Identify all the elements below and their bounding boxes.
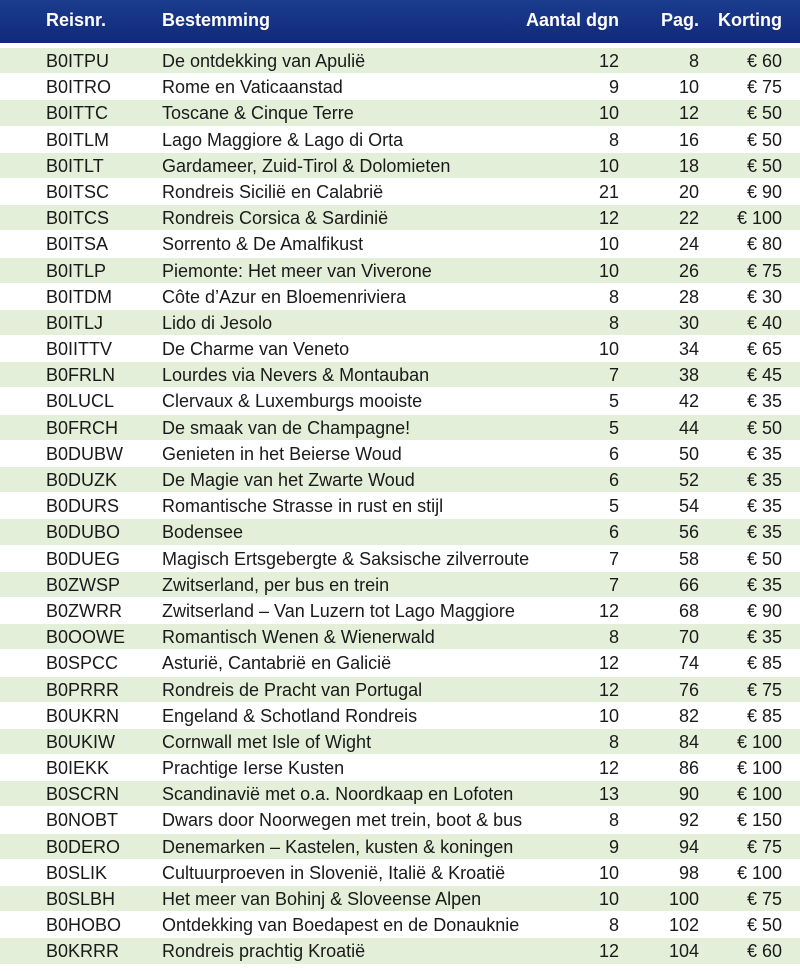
cell-destination: Toscane & Cinque Terre	[162, 103, 354, 124]
cell-discount: € 40	[746, 312, 782, 333]
cell-discount: € 60	[746, 51, 782, 71]
table-row	[0, 100, 800, 126]
table-row	[0, 938, 800, 964]
table-row	[0, 310, 800, 336]
cell-discount: € 75	[746, 679, 782, 700]
cell-discount: € 35	[746, 574, 782, 595]
cell-days: 9	[608, 77, 619, 98]
cell-destination: Sorrento & De Amalfikust	[162, 234, 364, 255]
cell-discount: € 100	[736, 208, 782, 229]
cell-destination: Engeland & Schotland Rondreis	[162, 705, 418, 726]
cell-page: 30	[678, 312, 699, 333]
table-row	[0, 74, 800, 100]
cell-destination: Zwitserland, per bus en trein	[162, 574, 390, 595]
table-row	[0, 153, 800, 179]
cell-destination: Rondreis Corsica & Sardinië	[162, 208, 389, 229]
cell-discount: € 45	[746, 365, 782, 386]
cell-discount: € 100	[736, 758, 782, 779]
cell-destination: Ontdekking van Boedapest en de Donauknie	[162, 915, 520, 936]
table-row	[0, 493, 800, 519]
cell-destination: Scandinavië met o.a. Noordkaap en Lofoten	[162, 784, 514, 805]
table-row	[0, 598, 800, 624]
table-row	[0, 677, 800, 703]
cell-page: 90	[678, 784, 699, 805]
cell-code: B0SCRN	[46, 784, 120, 805]
cell-discount: € 50	[746, 129, 782, 150]
cell-page: 34	[678, 339, 699, 360]
cell-code: B0ITSA	[46, 234, 109, 255]
cell-discount: € 100	[736, 862, 782, 883]
cell-discount: € 35	[746, 443, 782, 464]
cell-discount: € 85	[746, 705, 782, 726]
table-row	[0, 519, 800, 545]
cell-days: 10	[598, 862, 619, 883]
table-row	[0, 415, 800, 441]
header-code: Reisnr.	[46, 10, 107, 30]
table-row	[0, 231, 800, 257]
cell-discount: € 60	[746, 941, 782, 962]
table-row	[0, 179, 800, 205]
cell-code: B0ZWSP	[46, 574, 121, 595]
cell-code: B0SLIK	[46, 862, 108, 883]
cell-code: B0HOBO	[46, 915, 122, 936]
cell-code: B0ITRO	[46, 77, 112, 98]
cell-destination: De Magie van het Zwarte Woud	[162, 470, 415, 490]
cell-page: 50	[678, 443, 699, 464]
cell-destination: Cultuurproeven in Slovenië, Italië & Kroatië	[162, 862, 506, 883]
cell-page: 56	[678, 522, 699, 543]
table-row	[0, 205, 800, 231]
cell-page: 58	[678, 548, 699, 569]
cell-code: B0FRCH	[46, 417, 119, 438]
cell-destination: De smaak van de Champagne!	[162, 417, 411, 438]
cell-destination: De ontdekking van Apulië	[162, 51, 366, 71]
table-row	[0, 624, 800, 650]
cell-destination: Lourdes via Nevers & Montauban	[162, 365, 430, 386]
cell-days: 12	[598, 208, 619, 229]
cell-days: 9	[608, 836, 619, 857]
cell-destination: Magisch Ertsgebergte & Saksische zilverroute	[162, 548, 530, 569]
cell-page: 26	[678, 260, 699, 281]
cell-destination: Asturië, Cantabrië en Galicië	[162, 653, 392, 674]
table-row	[0, 807, 800, 833]
cell-page: 54	[678, 496, 699, 517]
cell-page: 20	[678, 181, 699, 202]
cell-destination: Rondreis prachtig Kroatië	[162, 941, 366, 962]
table-row	[0, 284, 800, 310]
cell-days: 10	[598, 260, 619, 281]
cell-days: 12	[598, 679, 619, 700]
cell-code: B0DUBO	[46, 522, 121, 543]
cell-discount: € 90	[746, 181, 782, 202]
cell-page: 52	[678, 470, 699, 490]
cell-days: 7	[608, 574, 619, 595]
cell-discount: € 100	[736, 731, 782, 752]
cell-code: B0DUBW	[46, 443, 124, 464]
cell-discount: € 100	[736, 784, 782, 805]
cell-days: 8	[608, 286, 619, 307]
table-header	[0, 0, 800, 43]
cell-discount: € 35	[746, 391, 782, 412]
table-row	[0, 755, 800, 781]
cell-discount: € 75	[746, 889, 782, 909]
table-row	[0, 886, 800, 912]
table-row	[0, 781, 800, 807]
cell-page: 44	[678, 417, 699, 438]
cell-days: 10	[598, 339, 619, 360]
cell-days: 12	[598, 653, 619, 674]
cell-code: B0ITDM	[46, 286, 113, 307]
cell-code: B0ITSC	[46, 181, 110, 202]
cell-destination: Lago Maggiore & Lago di Orta	[162, 129, 404, 150]
cell-page: 74	[678, 653, 699, 674]
cell-code: B0SPCC	[46, 653, 119, 674]
table-row	[0, 650, 800, 676]
cell-code: B0ITLP	[46, 260, 107, 281]
table-row	[0, 48, 800, 74]
cell-code: B0NOBT	[46, 810, 119, 831]
cell-days: 5	[608, 391, 619, 412]
cell-page: 82	[678, 705, 699, 726]
cell-page: 42	[678, 391, 699, 412]
cell-days: 10	[598, 889, 619, 909]
cell-days: 7	[608, 548, 619, 569]
cell-code: B0DUZK	[46, 470, 118, 490]
cell-destination: Rome en Vaticaanstad	[162, 77, 343, 98]
cell-page: 76	[678, 679, 699, 700]
cell-code: B0LUCL	[46, 391, 115, 412]
table-row	[0, 834, 800, 860]
cell-destination: Genieten in het Beierse Woud	[162, 443, 402, 464]
header-page: Pag.	[660, 10, 699, 30]
cell-code: B0ZWRR	[46, 600, 122, 621]
cell-page: 68	[678, 600, 699, 621]
cell-discount: € 30	[746, 286, 782, 307]
cell-page: 10	[678, 77, 699, 98]
cell-code: B0ITCS	[46, 208, 110, 229]
cell-page: 24	[678, 234, 699, 255]
cell-page: 22	[678, 208, 699, 229]
cell-page: 102	[668, 915, 699, 936]
cell-days: 5	[608, 417, 619, 438]
cell-code: B0OOWE	[46, 627, 126, 648]
table-row	[0, 912, 800, 938]
cell-destination: Romantisch Wenen & Wienerwald	[162, 627, 435, 648]
cell-days: 8	[608, 129, 619, 150]
cell-page: 18	[678, 155, 699, 176]
cell-days: 5	[608, 496, 619, 517]
cell-page: 16	[678, 129, 699, 150]
cell-code: B0DUEG	[46, 548, 121, 569]
cell-discount: € 35	[746, 470, 782, 490]
cell-days: 6	[608, 470, 619, 490]
cell-discount: € 90	[746, 600, 782, 621]
cell-destination: Rondreis Sicilië en Calabrië	[162, 181, 384, 202]
cell-discount: € 35	[746, 496, 782, 517]
cell-destination: Romantische Strasse in rust en stijl	[162, 496, 444, 517]
cell-destination: Bodensee	[162, 522, 244, 543]
cell-destination: De Charme van Veneto	[162, 339, 350, 360]
table-row	[0, 441, 800, 467]
cell-days: 8	[608, 627, 619, 648]
header-discount: Korting	[718, 10, 782, 30]
cell-destination: Gardameer, Zuid-Tirol & Dolomieten	[162, 155, 451, 176]
cell-discount: € 50	[746, 548, 782, 569]
cell-page: 104	[668, 941, 699, 962]
cell-page: 66	[678, 574, 699, 595]
cell-code: B0PRRR	[46, 679, 120, 700]
cell-code: B0KRRR	[46, 941, 120, 962]
cell-days: 10	[598, 155, 619, 176]
cell-discount: € 35	[746, 522, 782, 543]
cell-destination: Dwars door Noorwegen met trein, boot & bus	[162, 810, 523, 831]
cell-days: 7	[608, 365, 619, 386]
cell-page: 28	[678, 286, 699, 307]
cell-days: 8	[608, 312, 619, 333]
table-row	[0, 362, 800, 388]
table-row	[0, 336, 800, 362]
cell-days: 10	[598, 103, 619, 124]
cell-days: 8	[608, 810, 619, 831]
table-row	[0, 546, 800, 572]
table-row	[0, 572, 800, 598]
cell-page: 84	[678, 731, 699, 752]
table-row	[0, 388, 800, 414]
cell-page: 92	[678, 810, 699, 831]
cell-discount: € 50	[746, 155, 782, 176]
table-row	[0, 703, 800, 729]
table-body	[0, 48, 800, 965]
cell-destination: Prachtige Ierse Kusten	[162, 758, 345, 779]
cell-destination: Cornwall met Isle of Wight	[162, 731, 372, 752]
cell-discount: € 50	[746, 103, 782, 124]
cell-days: 8	[608, 731, 619, 752]
cell-destination: Lido di Jesolo	[162, 312, 273, 333]
cell-destination: Het meer van Bohinj & Sloveense Alpen	[162, 889, 482, 909]
cell-code: B0ITLM	[46, 129, 110, 150]
cell-destination: Clervaux & Luxemburgs mooiste	[162, 391, 423, 412]
cell-code: B0SLBH	[46, 889, 116, 909]
cell-destination: Rondreis de Pracht van Portugal	[162, 679, 423, 700]
cell-page: 12	[678, 103, 699, 124]
cell-code: B0FRLN	[46, 365, 116, 386]
cell-discount: € 75	[746, 77, 782, 98]
cell-days: 10	[598, 705, 619, 726]
table-row	[0, 127, 800, 153]
cell-days: 12	[598, 51, 619, 71]
cell-page: 86	[678, 758, 699, 779]
cell-days: 13	[598, 784, 619, 805]
cell-code: B0ITLT	[46, 155, 104, 176]
cell-destination: Zwitserland – Van Luzern tot Lago Maggiore	[162, 600, 515, 621]
cell-code: B0DERO	[46, 836, 121, 857]
cell-code: B0ITPU	[46, 51, 110, 71]
cell-page: 70	[678, 627, 699, 648]
cell-code: B0ITLJ	[46, 312, 104, 333]
cell-page: 8	[688, 51, 699, 71]
cell-discount: € 65	[746, 339, 782, 360]
cell-days: 6	[608, 522, 619, 543]
table-row	[0, 729, 800, 755]
cell-destination: Côte d’Azur en Bloemenriviera	[162, 286, 407, 307]
cell-discount: € 75	[746, 260, 782, 281]
cell-page: 94	[678, 836, 699, 857]
cell-page: 38	[678, 365, 699, 386]
cell-code: B0DURS	[46, 496, 120, 517]
cell-discount: € 35	[746, 627, 782, 648]
cell-discount: € 150	[736, 810, 782, 831]
cell-code: B0IEKK	[46, 758, 110, 779]
cell-code: B0IITTV	[46, 339, 113, 360]
cell-days: 6	[608, 443, 619, 464]
table-row	[0, 258, 800, 284]
table-row	[0, 860, 800, 886]
cell-discount: € 50	[746, 915, 782, 936]
cell-destination: Piemonte: Het meer van Viverone	[162, 260, 432, 281]
table-row	[0, 467, 800, 493]
cell-page: 100	[668, 889, 699, 909]
cell-discount: € 75	[746, 836, 782, 857]
cell-days: 8	[608, 915, 619, 936]
cell-days: 12	[598, 941, 619, 962]
cell-discount: € 85	[746, 653, 782, 674]
cell-code: B0UKRN	[46, 705, 120, 726]
cell-page: 98	[678, 862, 699, 883]
cell-days: 21	[598, 181, 619, 202]
cell-discount: € 50	[746, 417, 782, 438]
header-days: Aantal dgn	[526, 10, 619, 30]
cell-discount: € 80	[746, 234, 782, 255]
cell-days: 12	[598, 758, 619, 779]
cell-code: B0UKIW	[46, 731, 116, 752]
cell-days: 12	[598, 600, 619, 621]
cell-days: 10	[598, 234, 619, 255]
cell-destination: Denemarken – Kastelen, kusten & koningen	[162, 836, 514, 857]
cell-code: B0ITTC	[46, 103, 109, 124]
header-destination: Bestemming	[162, 10, 271, 30]
